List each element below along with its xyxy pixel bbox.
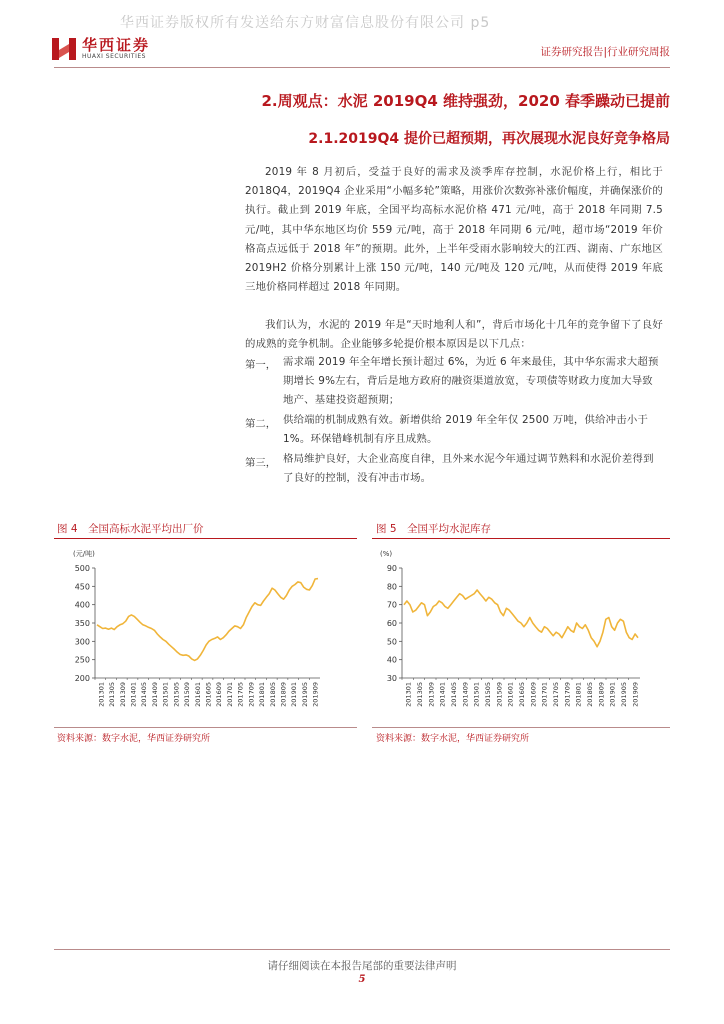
figure5-top-rule: [372, 538, 670, 539]
x-tick-label: 201409: [461, 682, 470, 707]
figure5-bottom-rule: [372, 727, 670, 728]
x-tick-label: 201909: [311, 682, 320, 707]
x-tick-label: 201805: [586, 682, 594, 707]
x-tick-label: 201601: [506, 682, 515, 707]
logo-text-cn: 华西证券: [82, 36, 151, 54]
x-tick-label: 201805: [268, 682, 277, 707]
x-tick-label: 201301: [97, 682, 106, 707]
report-type-label: 证券研究报告|行业研究周报: [540, 46, 670, 58]
series-line: [97, 579, 318, 661]
x-tick-label: 201609: [529, 682, 538, 707]
y-tick-label: 250: [74, 655, 90, 665]
header-divider: [54, 67, 670, 68]
x-tick-label: 201405: [450, 682, 458, 707]
paragraph-1: [245, 163, 663, 297]
x-tick-label: 201309: [427, 682, 436, 707]
list-item-1-text: 需求端 2019 年全年增长预计超过 6%，为近 6 年来最佳，其中华东需求大超预期增长 9%左右，背后是地方政府的融资渠道放宽，专项债等财政力度加大导致地产、基建投资超预期；: [283, 356, 659, 407]
paragraph-1-text: 2019 年 8 月初后，受益于良好的需求及淡季库存控制，水泥价格上行，相比于 2018Q4，2019Q4 企业采用“小幅多轮”策略，用涨价次数弥补涨价幅度，并确保涨价的执行。截止到 2019 年底，全国平均高标水泥价格 471 元/吨，高于 2018 年同期 7.5 元/吨，其中华东地区均价 559 元/吨，高于 2018 年同期 6 元/吨，超市场“2019 年价格高点远低于 2018 年”的预期。此外，上半年受雨水影响较大的江西、湖南、广东地区 2019H2 价格分别累计上涨 150 元/吨，140 元/吨及 120 元/吨，从而使得 2019 年底三地价格同样超过 2018 年同期。: [245, 166, 663, 294]
x-tick-label: 201305: [416, 682, 424, 707]
y-tick-label: 70: [386, 600, 397, 610]
figure5-source: 资料来源：数字水泥，华西证券研究所: [376, 734, 530, 744]
x-tick-label: 201705: [552, 682, 560, 707]
y-tick-label: 90: [386, 564, 397, 573]
x-tick-label: 201405: [140, 682, 149, 707]
y-tick-label: 200: [74, 674, 90, 683]
x-tick-label: 201701: [225, 682, 234, 707]
x-tick-label: 201509: [495, 682, 504, 707]
x-tick-label: 201605: [518, 682, 526, 707]
series-line: [404, 590, 638, 647]
x-tick-label: 201705: [236, 682, 245, 707]
x-tick-label: 201801: [258, 682, 267, 707]
x-tick-label: 201401: [438, 682, 447, 707]
x-tick-label: 201509: [183, 682, 192, 707]
x-tick-label: 201401: [129, 682, 138, 707]
y-tick-label: 30: [386, 674, 397, 683]
y-tick-label: 80: [386, 582, 397, 592]
y-tick-label: 350: [74, 619, 90, 628]
x-tick-label: 201901: [290, 682, 299, 707]
footer-disclaimer: 请仔细阅读在本报告尾部的重要法律声明: [267, 960, 457, 972]
x-tick-label: 201909: [631, 682, 640, 707]
figure4-bottom-rule: [54, 727, 357, 728]
list-item-2-label: 第二，: [245, 418, 277, 430]
y-tick-label: 500: [74, 564, 90, 573]
list-item-2-text: 供给端的机制成熟有效。新增供给 2019 年全年仅 2500 万吨，供给冲击小于 1%。环保错峰机制有序且成熟。: [283, 414, 649, 446]
x-tick-label: 201809: [597, 682, 606, 707]
x-tick-label: 201305: [108, 682, 117, 707]
section-heading: 2.周观点：水泥 2019Q4 维持强劲，2020 春季躁动已提前: [261, 92, 670, 110]
figure5-chart: [372, 540, 670, 725]
figure5-title: 图 5 全国平均水泥库存: [376, 523, 492, 535]
x-tick-label: 201709: [247, 682, 256, 707]
x-tick-label: 201609: [215, 682, 224, 707]
chart-unit-label: (元/吨): [73, 550, 95, 558]
y-tick-label: 50: [386, 637, 397, 647]
x-tick-label: 201709: [563, 682, 572, 707]
list-item-3-text: 格局维护良好，大企业高度自律，且外来水泥今年通过调节熟料和水泥价差得到了良好的控制，没有冲击市场。: [283, 453, 654, 485]
x-tick-label: 201505: [484, 682, 492, 707]
figure4-chart: [54, 540, 357, 725]
y-tick-label: 60: [386, 619, 397, 628]
figure4-title: 图 4 全国高标水泥平均出厂价: [57, 523, 204, 535]
figure4-top-rule: [54, 538, 357, 539]
paragraph-2-text: 我们认为，水泥的 2019 年是“天时地利人和”，背后市场化十几年的竞争留下了良好的成熟的竞争机制。企业能够多轮提价根本原因是以下几点：: [245, 319, 663, 351]
x-tick-label: 201901: [608, 682, 617, 707]
x-tick-label: 201409: [150, 682, 159, 707]
list-item-1-label: 第一，: [245, 359, 277, 371]
x-tick-label: 201501: [161, 682, 170, 707]
x-tick-label: 201505: [172, 682, 181, 707]
watermark: 华西证券版权所有发送给东方财富信息股份有限公司 p5: [120, 15, 491, 31]
x-tick-label: 201905: [300, 682, 309, 707]
chart-unit-label: (%): [380, 550, 393, 558]
y-tick-label: 450: [74, 582, 90, 592]
figure4-source: 资料来源：数字水泥，华西证券研究所: [57, 734, 211, 744]
logo-text-en: HUAXI SECURITIES: [82, 53, 146, 60]
x-tick-label: 201601: [193, 682, 202, 707]
list-item-3-label: 第三，: [245, 457, 277, 469]
x-tick-label: 201801: [574, 682, 583, 707]
footer-divider: [54, 949, 670, 950]
x-tick-label: 201605: [204, 682, 213, 707]
x-tick-label: 201701: [540, 682, 549, 707]
huaxi-logo-icon: [52, 36, 76, 62]
x-tick-label: 201809: [279, 682, 288, 707]
page-number: 5: [358, 974, 366, 985]
x-tick-label: 201309: [118, 682, 127, 707]
subsection-heading: 2.1.2019Q4 提价已超预期，再次展现水泥良好竞争格局: [308, 131, 670, 147]
x-tick-label: 201905: [620, 682, 628, 707]
y-tick-label: 300: [74, 637, 90, 647]
paragraph-2: [245, 316, 663, 354]
y-tick-label: 400: [74, 600, 90, 610]
y-tick-label: 40: [386, 655, 397, 665]
x-tick-label: 201301: [404, 682, 413, 707]
x-tick-label: 201501: [472, 682, 481, 707]
